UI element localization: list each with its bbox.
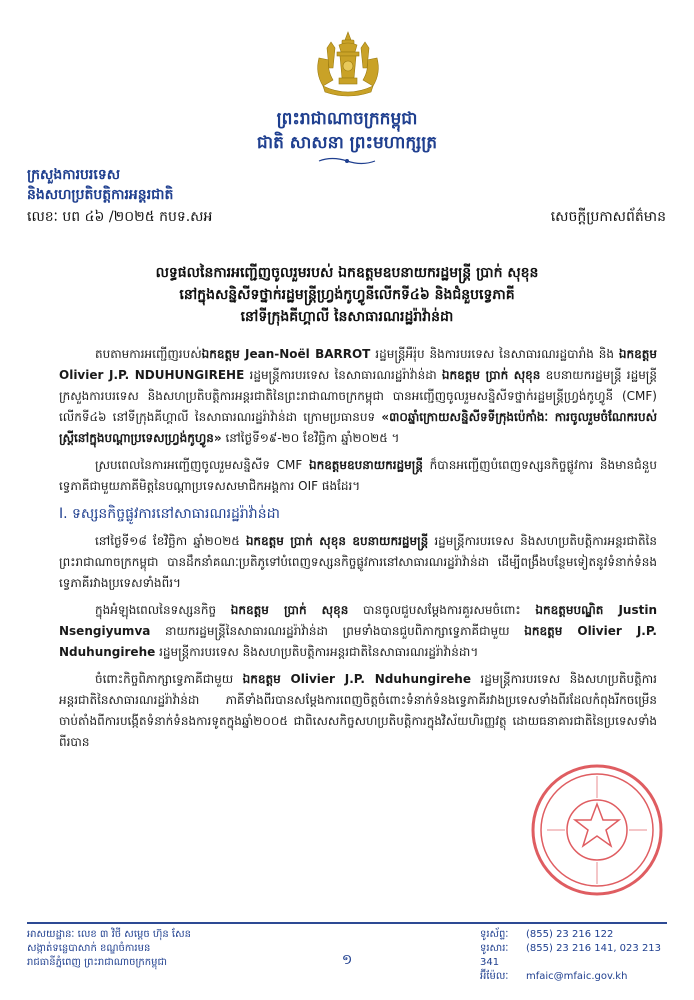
paragraph-3: នៅថ្ងៃទី១៨ ខែវិច្ឆិកា ឆ្នាំ២០២៥ ឯកឧត្តម ប្រាក់ សុខុន ឧបនាយករដ្ឋមន្ត្រី រដ្ឋមន្ត្រីការបរទេស និងសហប្រតិបត្តិការអន្តរជាតិនៃព្រះរាជាណាចក្រកម្ពុជា បានដឹកនាំគណៈប្រតិភូទៅបំពេញទស្សនកិច្ចផ្លូវការនៅសាធារណរដ្ឋរ៉ាវ៉ាន់ដា ដើម្បីពង្រឹងបន្ថែមទៀតនូវទំនាក់ទំនងទ្វេភាគីរវាងប្រទេសទាំងពីរ។ <box>59 534 657 590</box>
reference-number: លេខៈ បព ៤៦ /២០២៥ កបទ.សអ <box>27 209 213 225</box>
email-row <box>480 970 680 984</box>
footer-contact <box>480 928 680 984</box>
national-motto: ជាតិ សាសនា ព្រះមហាក្សត្រ <box>256 133 438 153</box>
ornament-divider <box>317 156 377 166</box>
address-line-2: សង្កាត់ទន្លេបាសាក់ ខណ្ឌចំការមន <box>27 943 151 954</box>
press-title-line1: លទ្ធផលនៃការអញ្ជើញចូលរួមរបស់ ឯកឧត្តមឧបនាយករដ្ឋមន្ត្រី ប្រាក់ សុខុន <box>155 265 539 281</box>
phone-value: (855) 23 216 122 <box>526 929 614 940</box>
ministry-name-line2: និងសហប្រតិបត្តិការអន្តរជាតិ <box>27 187 174 203</box>
page-number: ១ <box>341 952 353 968</box>
section-heading-1: I. ទស្សនកិច្ចផ្លូវការនៅសាធារណរដ្ឋរ៉ាវ៉ាន់ដា <box>59 506 280 522</box>
phone-row <box>480 928 680 942</box>
paragraph-1: តបតាមការអញ្ជើញរបស់ឯកឧត្តម Jean-Noël BARROT រដ្ឋមន្ត្រីអឺរ៉ុប និងការបរទេស នៃសាធារណរដ្ឋបារាំង និង ឯកឧត្តម Olivier J.P. NDUHUNGIREHE រដ្ឋមន្ត្រីការបរទេស នៃសាធារណរដ្ឋរ៉ាវ៉ាន់ដា ឯកឧត្តម ប្រាក់ សុខុន ឧបនាយករដ្ឋមន្ត្រី រដ្ឋមន្ត្រីក្រសួងការបរទេស និងសហប្រតិបត្តិការអន្តរជាតិនៃព្រះរាជាណាចក្រកម្ពុជា បានអញ្ជើញចូលរួមសន្និសីទថ្នាក់រដ្ឋមន្ត្រីហ្វ្រង់កូហ្វូនី (CMF) លើកទី៤៦ នៅទីក្រុងគីហ្គាលី នៃសាធារណរដ្ឋរ៉ាវ៉ាន់ដា ក្រោមប្រធានបទ «៣០ឆ្នាំក្រោយសន្និសីទទីក្រុងប៉េកាំងៈ ការចូលរួមចំណែករបស់ស្ត្រីនៅក្នុងបណ្តាប្រទេសហ្វ្រង់កូហ្វូន» នៅថ្ងៃទី១៩-២០ ខែវិច្ឆិកា ឆ្នាំ២០២៥ ។ <box>59 347 658 445</box>
paragraph-2: ស្របពេលនៃការអញ្ជើញចូលរួមសន្និសីទ CMF ឯកឧត្តមឧបនាយករដ្ឋមន្ត្រី ក៏បានអញ្ជើញបំពេញទស្សនកិច្ចផ្លូវការ និងមានជំនួបទ្វេភាគីជាមួយភាគីមិត្តនៃបណ្តាប្រទេសសមាជិកអង្គការ OIF ផងដែរ។ <box>59 458 657 493</box>
document-body <box>59 344 657 759</box>
document-type: សេចក្តីប្រកាសព័ត៌មាន <box>550 209 666 225</box>
official-seal-stamp <box>527 760 667 900</box>
fax-row <box>480 942 680 970</box>
press-title-line2: នៅក្នុងសន្និសីទថ្នាក់រដ្ឋមន្ត្រីហ្វ្រង់កូហ្វូនីលើកទី៤៦ និងជំនួបទ្វេភាគី <box>179 287 515 303</box>
paragraph-4: ក្នុងអំឡុងពេលនៃទស្សនកិច្ច ឯកឧត្តម ប្រាក់ សុខុន បានចូលជួបសម្តែងការគួរសមចំពោះ ឯកឧត្តមបណ្ឌិត Justin Nsengiyumva នាយករដ្ឋមន្ត្រីនៃសាធារណរដ្ឋរ៉ាវ៉ាន់ដា ព្រមទាំងបានជួបពិភាក្សាទ្វេភាគីជាមួយ ឯកឧត្តម Olivier J.P. Nduhungirehe រដ្ឋមន្ត្រីការបរទេស និងសហប្រតិបត្តិការអន្តរជាតិនៃសាធារណរដ្ឋរ៉ាវ៉ាន់ដា។ <box>59 603 658 659</box>
fax-label: ទូរសារៈ <box>480 943 509 954</box>
address-line-3: រាជធានីភ្នំពេញ ព្រះរាជាណាចក្រកម្ពុជា <box>27 957 167 968</box>
press-title-line3: នៅទីក្រុងគីហ្គាលី នៃសាធារណរដ្ឋរ៉ាវ៉ាន់ដា <box>240 309 454 325</box>
kingdom-title: ព្រះរាជាណាចក្រកម្ពុជា <box>276 109 418 129</box>
fax-value: (855) 23 216 141, 023 213 341 <box>480 943 662 968</box>
paragraph-5: ចំពោះកិច្ចពិភាក្សាទ្វេភាគីជាមួយ ឯកឧត្តម Olivier J.P. Nduhungirehe រដ្ឋមន្ត្រីការបរទេស និងសហប្រតិបត្តិការអន្តរជាតិនៃសាធារណរដ្ឋរ៉ាវ៉ាន់ដា ភាគីទាំងពីរបានសម្តែងការពេញចិត្តចំពោះទំនាក់ទំនងទ្វេភាគីរវាងប្រទេសទាំងពីរដែលកំពុងរីកចម្រើន ចាប់តាំងពីការបង្កើតទំនាក់ទំនងការទូតក្នុងឆ្នាំ២០០៥ ជាពិសេសកិច្ចសហប្រតិបត្តិការក្នុងវិស័យហិរញ្ញវត្ថុ ដោយធនាគារជាតិនៃប្រទេសទាំងពីរបាន <box>59 672 657 749</box>
ministry-name-line1: ក្រសួងការបរទេស <box>27 167 121 183</box>
email-value: mfaic@mfaic.gov.kh <box>526 971 628 982</box>
royal-emblem <box>309 28 387 100</box>
footer-divider <box>27 922 667 924</box>
phone-label: ទូរស័ព្ទៈ <box>480 929 509 940</box>
email-label: អ៊ីម៉ែលៈ <box>480 971 509 982</box>
address-line-1: អាសយដ្ឋានៈ លេខ ៣ វិថី សម្តេច ហ៊ុន សែន <box>27 929 191 940</box>
